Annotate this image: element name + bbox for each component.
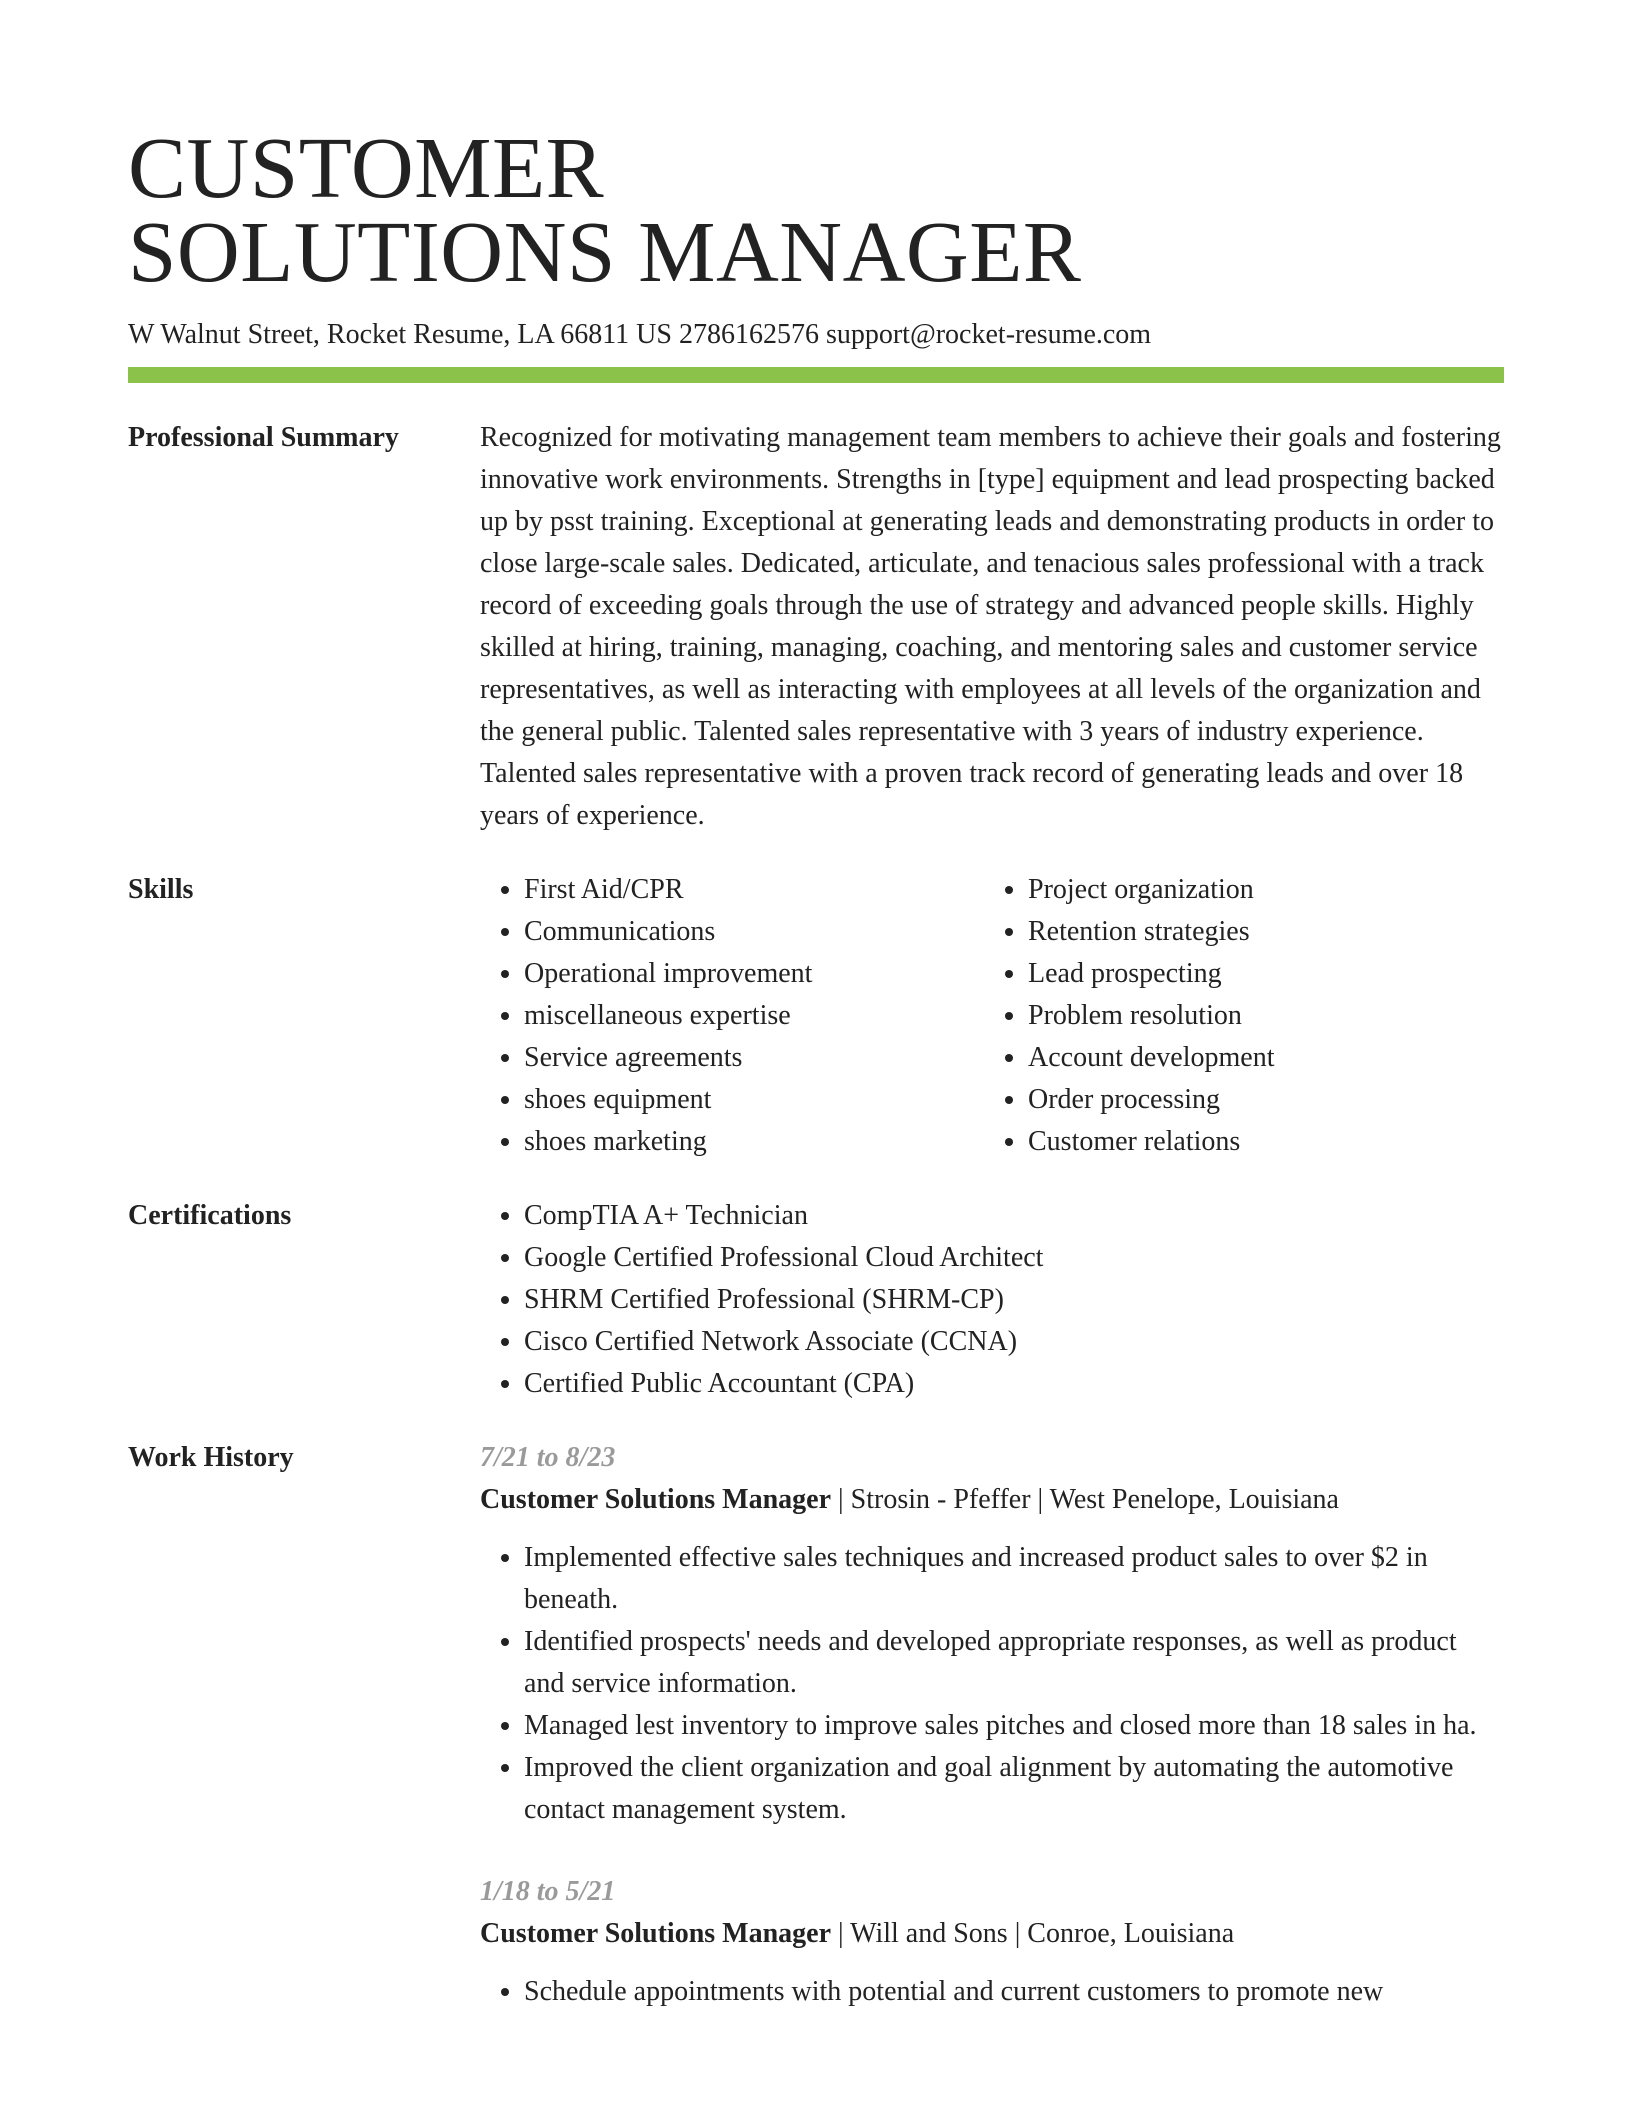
job-bullets bbox=[480, 1537, 1504, 1831]
work-history-section bbox=[128, 1437, 1504, 2053]
skill-item: • Account development bbox=[1028, 1037, 1488, 1079]
certifications-body bbox=[480, 1195, 1504, 1405]
job-company-location: | Strosin - Pfeffer | West Penelope, Louisiana bbox=[831, 1484, 1339, 1515]
skill-item: • Customer relations bbox=[1028, 1121, 1488, 1163]
job-bullet: • Identified prospects' needs and developed appropriate responses, as well as product and service information. bbox=[524, 1621, 1504, 1705]
skills-list-right bbox=[984, 869, 1488, 1163]
skill-item: • Lead prospecting bbox=[1028, 953, 1488, 995]
job-title: Customer Solutions Manager bbox=[480, 1484, 832, 1515]
accent-divider bbox=[128, 367, 1504, 383]
name-line-2: SOLUTIONS MANAGER bbox=[128, 203, 1082, 300]
job-heading bbox=[480, 1479, 1504, 1521]
skill-item: • First Aid/CPR bbox=[524, 869, 984, 911]
job-company-location: | Will and Sons | Conroe, Louisiana bbox=[831, 1918, 1235, 1949]
skill-item: • Problem resolution bbox=[1028, 995, 1488, 1037]
section-title-summary: Professional Summary bbox=[128, 422, 399, 453]
skill-item: • miscellaneous expertise bbox=[524, 995, 984, 1037]
section-title-work-history: Work History bbox=[128, 1442, 294, 1473]
job-bullets bbox=[480, 1971, 1504, 2013]
certifications-section bbox=[128, 1195, 1504, 1405]
resume-page bbox=[128, 0, 1504, 2053]
section-title-certifications: Certifications bbox=[128, 1200, 292, 1231]
job-title: Customer Solutions Manager bbox=[480, 1918, 832, 1949]
contact-info: W Walnut Street, Rocket Resume, LA 66811 US 2786162576 support@rocket-resume.com bbox=[128, 319, 1152, 350]
resume-name bbox=[128, 0, 1504, 300]
professional-summary-section bbox=[128, 417, 1504, 837]
skills-column-left bbox=[480, 869, 984, 1163]
job-entry bbox=[480, 1437, 1504, 1831]
job-bullet: • Implemented effective sales techniques and increased product sales to over $2 in beneath. bbox=[524, 1537, 1504, 1621]
certification-item: • Certified Public Accountant (CPA) bbox=[524, 1363, 1504, 1405]
summary-text: Recognized for motivating management team members to achieve their goals and fostering innovative work environments. Strengths in [type] equipment and lead prospecting backed up by psst training. Exceptional at generating leads and demonstrating products in order to close large-scale sales. Dedicated, articulate, and tenacious sales professional with a track record of exceeding goals through the use of strategy and advanced people skills. Highly skilled at hiring, training, managing, coaching, and mentoring sales and customer service representatives, as well as interacting with employees at all levels of the organization and the general public. Talented sales representative with 3 years of industry experience. Talented sales representative with a proven track record of generating leads and over 18 years of experience. bbox=[480, 422, 1501, 831]
name-line-1: CUSTOMER bbox=[128, 119, 605, 216]
skill-item: • shoes equipment bbox=[524, 1079, 984, 1121]
skills-column-right bbox=[984, 869, 1488, 1163]
certifications-list bbox=[480, 1195, 1504, 1405]
job-bullet: • Schedule appointments with potential and current customers to promote new bbox=[524, 1971, 1504, 2013]
job-bullet: • Improved the client organization and goal alignment by automating the automotive contact management system. bbox=[524, 1747, 1504, 1831]
skill-item: • Service agreements bbox=[524, 1037, 984, 1079]
certification-item: • Google Certified Professional Cloud Architect bbox=[524, 1237, 1504, 1279]
certification-item: • CompTIA A+ Technician bbox=[524, 1195, 1504, 1237]
skill-item: • Order processing bbox=[1028, 1079, 1488, 1121]
section-title-skills: Skills bbox=[128, 874, 194, 905]
skills-columns bbox=[480, 869, 1504, 1163]
job-dates: 1/18 to 5/21 bbox=[480, 1876, 616, 1907]
job-dates: 7/21 to 8/23 bbox=[480, 1442, 616, 1473]
certification-item: • SHRM Certified Professional (SHRM-CP) bbox=[524, 1279, 1504, 1321]
summary-body bbox=[480, 417, 1504, 837]
skill-item: • Operational improvement bbox=[524, 953, 984, 995]
skill-item: • Communications bbox=[524, 911, 984, 953]
skills-list-left bbox=[480, 869, 984, 1163]
skills-section bbox=[128, 869, 1504, 1163]
skill-item: • shoes marketing bbox=[524, 1121, 984, 1163]
certification-item: • Cisco Certified Network Associate (CCNA) bbox=[524, 1321, 1504, 1363]
work-history-body bbox=[480, 1437, 1504, 2053]
job-heading bbox=[480, 1913, 1504, 1955]
skill-item: • Retention strategies bbox=[1028, 911, 1488, 953]
job-bullet: • Managed lest inventory to improve sales pitches and closed more than 18 sales in ha. bbox=[524, 1705, 1504, 1747]
skill-item: • Project organization bbox=[1028, 869, 1488, 911]
job-entry bbox=[480, 1871, 1504, 2013]
